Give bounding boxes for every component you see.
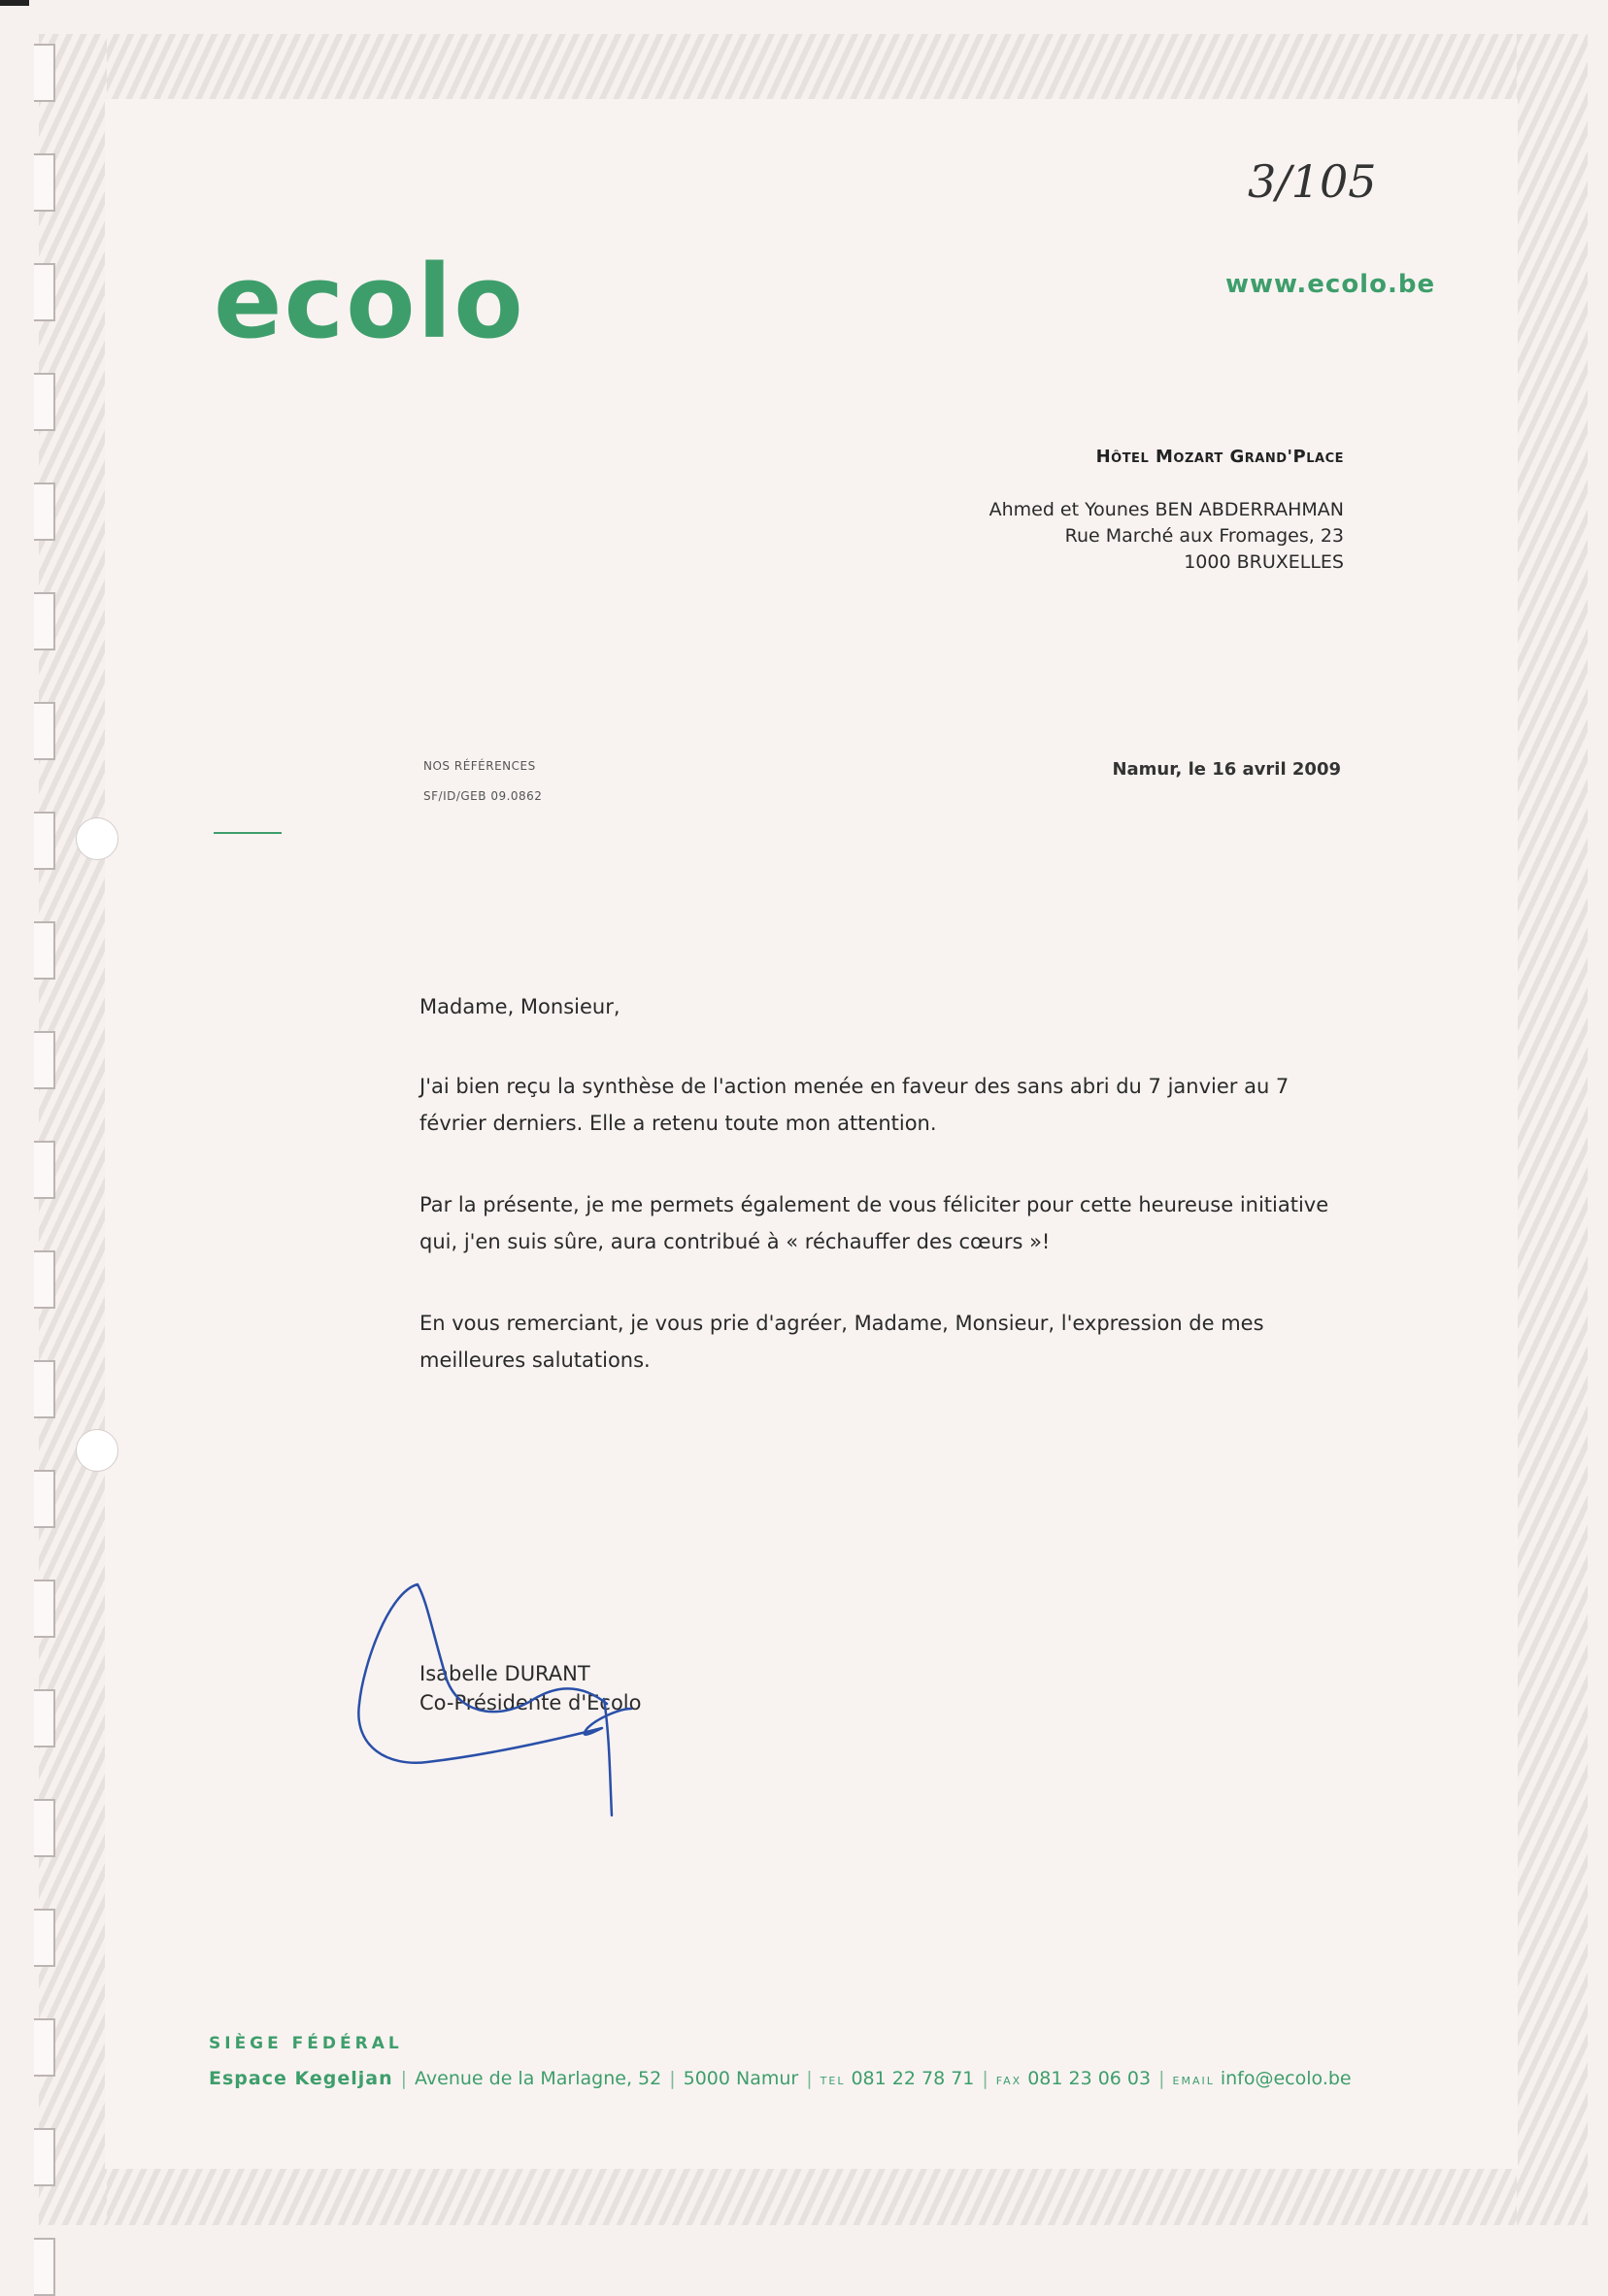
perforation <box>34 1141 55 1199</box>
address-line: 1000 BRUXELLES <box>1184 551 1344 573</box>
perforation <box>34 592 55 650</box>
perforation <box>34 1250 55 1309</box>
address-line: Rue Marché aux Fromages, 23 <box>1064 525 1344 547</box>
perforation <box>34 2238 55 2296</box>
fax-label: FAX <box>995 2075 1022 2087</box>
perforation <box>34 1909 55 1967</box>
perforation <box>34 44 55 102</box>
perforation <box>34 263 55 321</box>
references-label: NOS RÉFÉRENCES <box>423 759 536 773</box>
letter-date: Namur, le 16 avril 2009 <box>1112 759 1341 780</box>
references-value: SF/ID/GEB 09.0862 <box>423 789 543 803</box>
ecolo-logo: ecolo <box>214 243 525 361</box>
punch-hole <box>76 1429 118 1472</box>
perforation <box>34 1360 55 1418</box>
footer-contact: Espace Kegeljan | Avenue de la Marlagne, 52 | 5000 Namur | TEL 081 22 78 71 | FAX 081 23 06 03 | EMAIL info@ecolo.be <box>209 2068 1352 2089</box>
recipient-name: Hôtel Mozart Grand'Place <box>1095 447 1344 467</box>
perforation <box>34 921 55 980</box>
recipient-address <box>989 497 1344 576</box>
border-hatching-right <box>1517 34 1588 2225</box>
signatory-name: Isabelle DURANT <box>419 1662 590 1685</box>
fold-mark <box>214 832 282 834</box>
footer-label: SIÈGE FÉDÉRAL <box>209 2034 403 2053</box>
perforation <box>34 373 55 431</box>
perforation <box>34 812 55 870</box>
footer-place: Espace Kegeljan <box>209 2068 393 2089</box>
handwritten-signature <box>350 1573 670 1825</box>
footer-street: Avenue de la Marlagne, 52 <box>415 2068 662 2089</box>
perforation <box>34 1031 55 1089</box>
footer-city: 5000 Namur <box>683 2068 799 2089</box>
perforation <box>34 702 55 760</box>
letter-paragraph: Par la présente, je me permets également de vous féliciter pour cette heureuse initiative qui, j'en suis sûre, aura contribué à « réchauffer des cœurs »! <box>419 1193 1329 1253</box>
footer-fax: 081 23 06 03 <box>1027 2068 1152 2089</box>
perforation <box>34 153 55 212</box>
border-hatching-left <box>39 34 107 2225</box>
letter-paragraph: En vous remerciant, je vous prie d'agréer, Madame, Monsieur, l'expression de mes meilleures salutations. <box>419 1312 1264 1372</box>
signatory-title: Co-Présidente d'Ecolo <box>419 1691 642 1714</box>
perforation <box>34 2128 55 2186</box>
border-hatching-bottom <box>58 2167 1588 2225</box>
letter-paragraph: J'ai bien reçu la synthèse de l'action menée en faveur des sans abri du 7 janvier au 7 février derniers. Elle a retenu toute mon attention. <box>419 1075 1290 1135</box>
border-hatching-top <box>58 34 1588 100</box>
perforation <box>34 482 55 541</box>
footer-email[interactable]: info@ecolo.be <box>1220 2068 1352 2089</box>
email-label: EMAIL <box>1172 2075 1215 2087</box>
salutation: Madame, Monsieur, <box>419 995 620 1018</box>
address-line: Ahmed et Younes BEN ABDERRAHMAN <box>988 499 1344 520</box>
handwritten-page-number: 3/105 <box>1248 155 1377 208</box>
tel-label: TEL <box>820 2075 846 2087</box>
punch-hole <box>76 817 118 860</box>
perforation <box>34 1470 55 1528</box>
perforation <box>34 1689 55 1747</box>
perforation <box>34 2018 55 2077</box>
footer-phone: 081 22 78 71 <box>851 2068 975 2089</box>
website-url[interactable]: www.ecolo.be <box>1225 270 1436 299</box>
perforation <box>34 1799 55 1857</box>
perforation <box>34 1580 55 1638</box>
scan-edge-mark <box>0 0 29 6</box>
